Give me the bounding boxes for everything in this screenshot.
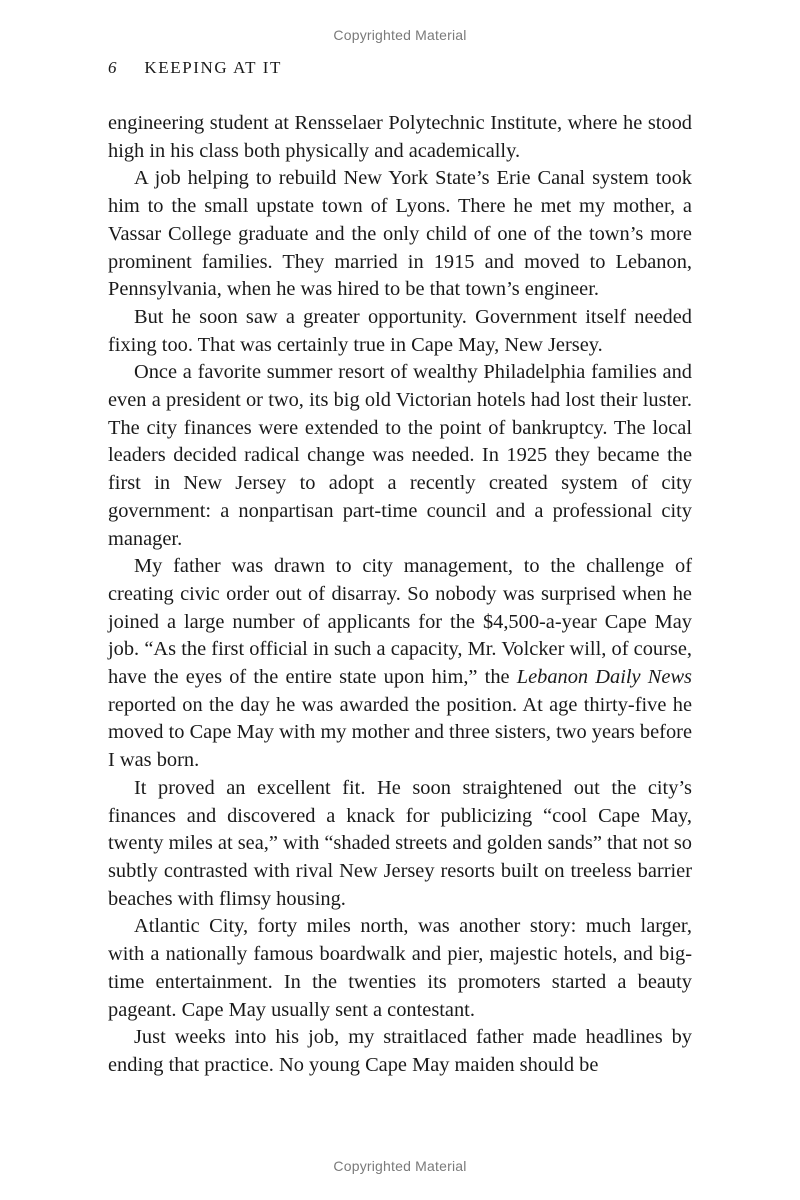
copyright-watermark-bottom: Copyrighted Material: [333, 1158, 467, 1174]
paragraph-3: But he soon saw a greater opportunity. Government itself needed fixing too. That was certainly true in Cape May, New Jersey.: [108, 305, 692, 356]
body-text: [108, 110, 692, 1080]
paragraph-5-part-2: reported on the day he was awarded the position. At age thirty-five he moved to Cape May with my mother and three sisters, two years before I was born.: [108, 693, 692, 772]
paragraph-8: Just weeks into his job, my straitlaced father made headlines by ending that practice. No young Cape May maiden should be: [108, 1026, 692, 1076]
paragraph-6: It proved an excellent fit. He soon straightened out the city’s finances and discovered a knack for publicizing “cool Cape May, twenty miles at sea,” with “shaded streets and golden sands” that not so subtly contrasted with rival New Jersey resorts built on treeless barrier beaches with flimsy housing.: [108, 776, 692, 910]
running-title: KEEPING AT IT: [144, 58, 282, 77]
paragraph-5: [108, 553, 692, 775]
page-number: 6: [108, 58, 117, 77]
running-head: [108, 58, 282, 78]
paragraph-4: Once a favorite summer resort of wealthy Philadelphia families and even a president or two, its big old Victorian hotels had lost their luster. The city finances were extended to the point of bankruptcy. The local leaders decided radical change was needed. In 1925 they became the first in New Jersey to adopt a recently created system of city government: a nonpartisan part-time council and a professional city manager.: [108, 361, 692, 550]
paragraph-7: Atlantic City, forty miles north, was another story: much larger, with a nationally famous boardwalk and pier, majestic hotels, and big-time entertainment. In the twenties its promoters started a beauty pageant. Cape May usually sent a contestant.: [108, 915, 692, 1021]
paragraph-1: engineering student at Rensselaer Polytechnic Institute, where he stood high in his class both physically and academically.: [108, 112, 692, 162]
newspaper-title: Lebanon Daily News: [516, 666, 692, 689]
copyright-watermark-top: Copyrighted Material: [333, 27, 467, 43]
paragraph-2: A job helping to rebuild New York State’s Erie Canal system took him to the small upstate town of Lyons. There he met my mother, a Vassar College graduate and the only child of one of the town’s more prominent families. They married in 1915 and moved to Lebanon, Pennsylvania, when he was hired to be that town’s engineer.: [108, 167, 692, 301]
paragraph-5-part-1: My father was drawn to city management, to the challenge of creating civic order out of disarray. So nobody was surprised when he joined a large number of applicants for the $4,500-a-year Cape May job. “As the first official in such a capacity, Mr. Volcker will, of course, have the eyes of the entire state upon him,” the: [108, 555, 692, 689]
